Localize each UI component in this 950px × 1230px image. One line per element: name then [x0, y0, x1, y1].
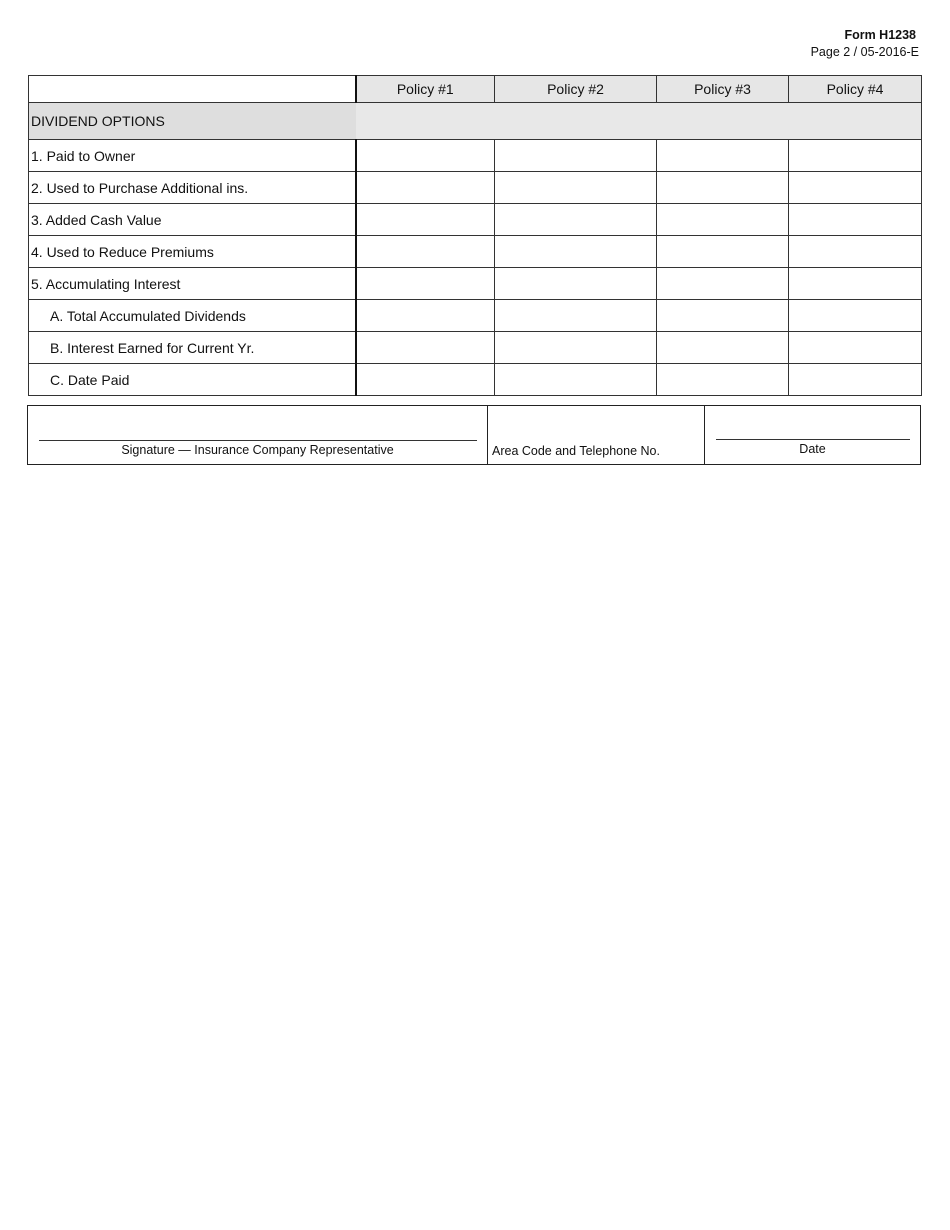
- row-label-date-paid: C. Date Paid: [29, 364, 356, 396]
- section-title: DIVIDEND OPTIONS: [29, 103, 356, 140]
- table-row: [29, 204, 922, 236]
- table-header-row: [29, 76, 922, 103]
- policy-2-total-accumulated-dividends-field[interactable]: [495, 300, 657, 332]
- row-label-total-accumulated-dividends: A. Total Accumulated Dividends: [29, 300, 356, 332]
- section-shading: [356, 103, 922, 140]
- row-label-reduce-premiums: 4. Used to Reduce Premiums: [29, 236, 356, 268]
- dividend-options-table: [28, 75, 922, 396]
- policy-4-reduce-premiums-field[interactable]: [789, 236, 922, 268]
- date-field[interactable]: [705, 406, 920, 464]
- telephone-label: Area Code and Telephone No.: [492, 444, 660, 458]
- table-row: [29, 300, 922, 332]
- column-header-policy-3: Policy #3: [657, 76, 789, 103]
- table-row: [29, 364, 922, 396]
- column-header-policy-2: Policy #2: [495, 76, 657, 103]
- policy-3-added-cash-value-field[interactable]: [657, 204, 789, 236]
- policy-4-date-paid-field[interactable]: [789, 364, 922, 396]
- row-label-paid-to-owner: 1. Paid to Owner: [29, 140, 356, 172]
- policy-3-reduce-premiums-field[interactable]: [657, 236, 789, 268]
- row-label-accumulating-interest: 5. Accumulating Interest: [29, 268, 356, 300]
- policy-2-reduce-premiums-field[interactable]: [495, 236, 657, 268]
- policy-4-purchase-additional-ins-field[interactable]: [789, 172, 922, 204]
- page-info: Page 2 / 05-2016-E: [810, 45, 919, 59]
- table-row: [29, 140, 922, 172]
- policy-4-accumulating-interest-field[interactable]: [789, 268, 922, 300]
- telephone-field[interactable]: [488, 406, 705, 464]
- policy-4-paid-to-owner-field[interactable]: [789, 140, 922, 172]
- policy-3-accumulating-interest-field[interactable]: [657, 268, 789, 300]
- policy-2-paid-to-owner-field[interactable]: [495, 140, 657, 172]
- policy-4-added-cash-value-field[interactable]: [789, 204, 922, 236]
- row-label-interest-earned-current-yr: B. Interest Earned for Current Yr.: [29, 332, 356, 364]
- policy-3-purchase-additional-ins-field[interactable]: [657, 172, 789, 204]
- signature-line: [39, 440, 477, 441]
- policy-1-reduce-premiums-field[interactable]: [356, 236, 495, 268]
- policy-1-total-accumulated-dividends-field[interactable]: [356, 300, 495, 332]
- section-header-row: [29, 103, 922, 140]
- signature-field[interactable]: [28, 406, 488, 464]
- header-blank-cell: [29, 76, 356, 103]
- policy-3-total-accumulated-dividends-field[interactable]: [657, 300, 789, 332]
- policy-1-accumulating-interest-field[interactable]: [356, 268, 495, 300]
- table-row: [29, 172, 922, 204]
- policy-4-interest-earned-field[interactable]: [789, 332, 922, 364]
- form-id: Form H1238: [844, 28, 916, 42]
- row-label-purchase-additional-ins: 2. Used to Purchase Additional ins.: [29, 172, 356, 204]
- table-row: [29, 236, 922, 268]
- policy-1-interest-earned-field[interactable]: [356, 332, 495, 364]
- policy-2-purchase-additional-ins-field[interactable]: [495, 172, 657, 204]
- policy-2-accumulating-interest-field[interactable]: [495, 268, 657, 300]
- policy-1-purchase-additional-ins-field[interactable]: [356, 172, 495, 204]
- table-row: [29, 268, 922, 300]
- policy-3-paid-to-owner-field[interactable]: [657, 140, 789, 172]
- policy-2-interest-earned-field[interactable]: [495, 332, 657, 364]
- policy-1-date-paid-field[interactable]: [356, 364, 495, 396]
- policy-3-interest-earned-field[interactable]: [657, 332, 789, 364]
- form-header: [811, 27, 919, 61]
- policy-1-added-cash-value-field[interactable]: [356, 204, 495, 236]
- row-label-added-cash-value: 3. Added Cash Value: [29, 204, 356, 236]
- table-row: [29, 332, 922, 364]
- date-line: [716, 439, 910, 440]
- date-label: Date: [799, 442, 826, 456]
- column-header-policy-4: Policy #4: [789, 76, 922, 103]
- policy-2-added-cash-value-field[interactable]: [495, 204, 657, 236]
- policy-4-total-accumulated-dividends-field[interactable]: [789, 300, 922, 332]
- signature-block: [27, 405, 921, 465]
- policy-2-date-paid-field[interactable]: [495, 364, 657, 396]
- signature-label: Signature — Insurance Company Representative: [121, 443, 394, 457]
- policy-3-date-paid-field[interactable]: [657, 364, 789, 396]
- policy-1-paid-to-owner-field[interactable]: [356, 140, 495, 172]
- column-header-policy-1: Policy #1: [356, 76, 495, 103]
